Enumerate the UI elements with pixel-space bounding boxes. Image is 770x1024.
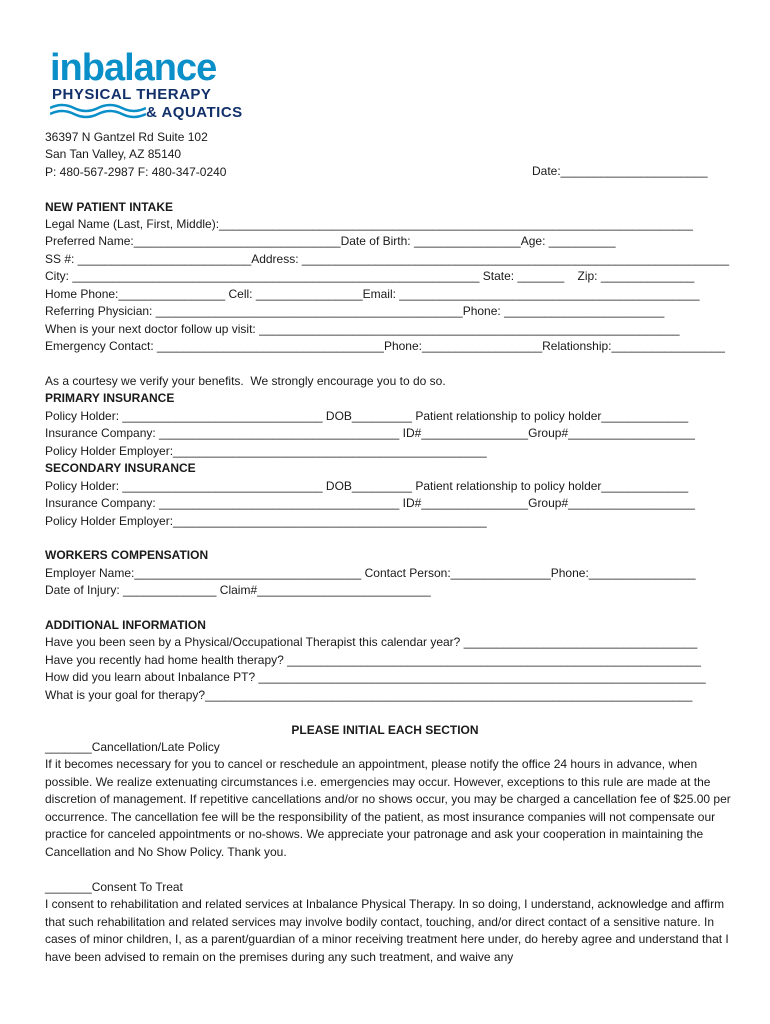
workers-comp-title: WORKERS COMPENSATION: [45, 548, 209, 562]
therapy-goal-field[interactable]: What is your goal for therapy?_________________________________________________________________________: [45, 688, 693, 702]
seen-therapist-field[interactable]: Have you been seen by a Physical/Occupational Therapist this calendar year? ___________________________________: [45, 635, 698, 649]
referring-physician-field[interactable]: Referring Physician: ______________________________________________Phone: ________________________: [45, 304, 665, 318]
additional-info-title: ADDITIONAL INFORMATION: [45, 618, 206, 632]
phone-email-field[interactable]: Home Phone:________________ Cell: ________________Email: _____________________________________________: [45, 287, 700, 301]
preferred-name-field[interactable]: Preferred Name:_______________________________Date of Birth: ________________Age: __________: [45, 234, 616, 248]
logo-wordmark: inbalance: [50, 47, 217, 89]
phone-fax-line: P: 480-567-2987 F: 480-347-0240: [45, 165, 227, 179]
legal-name-field[interactable]: Legal Name (Last, First, Middle):_______________________________________________________________________: [45, 217, 693, 231]
logo-subtitle-physical-therapy: PHYSICAL THERAPY: [52, 86, 212, 103]
consent-to-treat-text: I consent to rehabilitation and related services at Inbalance Physical Therapy. In so doing, I understand, acknowledge and affirm that such rehabilitation and related services may involve bodily contact, touching, and/or direct contact of a sensitive nature. In cases of minor children, I, as a parent/guardian of a minor receiving treatment here under, do hereby agree and understand that I have been advised to remain on the premises during any such treatment, and waive any: [45, 897, 729, 964]
address-line-1: 36397 N Gantzel Rd Suite 102: [45, 130, 208, 144]
employer-name-field[interactable]: Employer Name:__________________________________ Contact Person:_______________Phone:________________: [45, 566, 696, 580]
cancellation-policy-heading[interactable]: _______Cancellation/Late Policy: [45, 740, 220, 754]
emergency-contact-field[interactable]: Emergency Contact: __________________________________Phone:__________________Relationship:_________________: [45, 339, 725, 353]
primary-insurance-title: PRIMARY INSURANCE: [45, 391, 175, 405]
primary-insurance-company-field[interactable]: Insurance Company: ____________________________________ ID#________________Group#___________________: [45, 426, 695, 440]
date-field[interactable]: Date:______________________: [532, 164, 708, 178]
inbalance-logo: [50, 47, 270, 124]
secondary-insurance-company-field[interactable]: Insurance Company: ____________________________________ ID#________________Group#___________________: [45, 496, 695, 510]
wave-icon: [50, 102, 146, 120]
primary-policy-holder-field[interactable]: Policy Holder: ______________________________ DOB_________ Patient relationship to policy holder_____________: [45, 409, 689, 423]
secondary-employer-field[interactable]: Policy Holder Employer:_______________________________________________: [45, 514, 487, 528]
follow-up-visit-field[interactable]: When is your next doctor follow up visit: _______________________________________________________________: [45, 322, 680, 336]
cancellation-policy-text: If it becomes necessary for you to cancel or reschedule an appointment, please notify the office 24 hours in advance, when possible. We realize extenuating circumstances i.e. emergencies may occur. However, exceptions to this rule are made at the discretion of management. If repetitive cancellations and/or no shows occur, you may be charged a cancellation fee of $25.00 per occurrence. The cancellation fee will be the responsibility of the patient, as most insurance companies will not compensate our practice for canceled appointments or no-shows. We appreciate your patronage and ask your cooperation in maintaining the Cancellation and No Show Policy. Thank you.: [45, 757, 731, 859]
intake-title: NEW PATIENT INTAKE: [45, 200, 173, 214]
secondary-policy-holder-field[interactable]: Policy Holder: ______________________________ DOB_________ Patient relationship to policy holder_____________: [45, 479, 689, 493]
learn-about-field[interactable]: How did you learn about Inbalance PT? ___________________________________________________________________: [45, 670, 706, 684]
address-line-2: San Tan Valley, AZ 85140: [45, 147, 182, 161]
courtesy-note: As a courtesy we verify your benefits. We strongly encourage you to do so.: [45, 374, 446, 388]
secondary-insurance-title: SECONDARY INSURANCE: [45, 461, 196, 475]
logo-subtitle-aquatics: & AQUATICS: [146, 104, 243, 121]
primary-employer-field[interactable]: Policy Holder Employer:_______________________________________________: [45, 444, 487, 458]
date-of-injury-field[interactable]: Date of Injury: ______________ Claim#__________________________: [45, 583, 431, 597]
ssn-address-field[interactable]: SS #: __________________________Address: ________________________________________________________________: [45, 252, 730, 266]
initial-sections-title: PLEASE INITIAL EACH SECTION: [291, 723, 479, 737]
consent-to-treat-heading[interactable]: _______Consent To Treat: [45, 880, 183, 894]
city-state-zip-field[interactable]: City: _____________________________________________________________ State: _______ Zip: ______________: [45, 269, 695, 283]
home-health-field[interactable]: Have you recently had home health therapy? ______________________________________________________________: [45, 653, 701, 667]
